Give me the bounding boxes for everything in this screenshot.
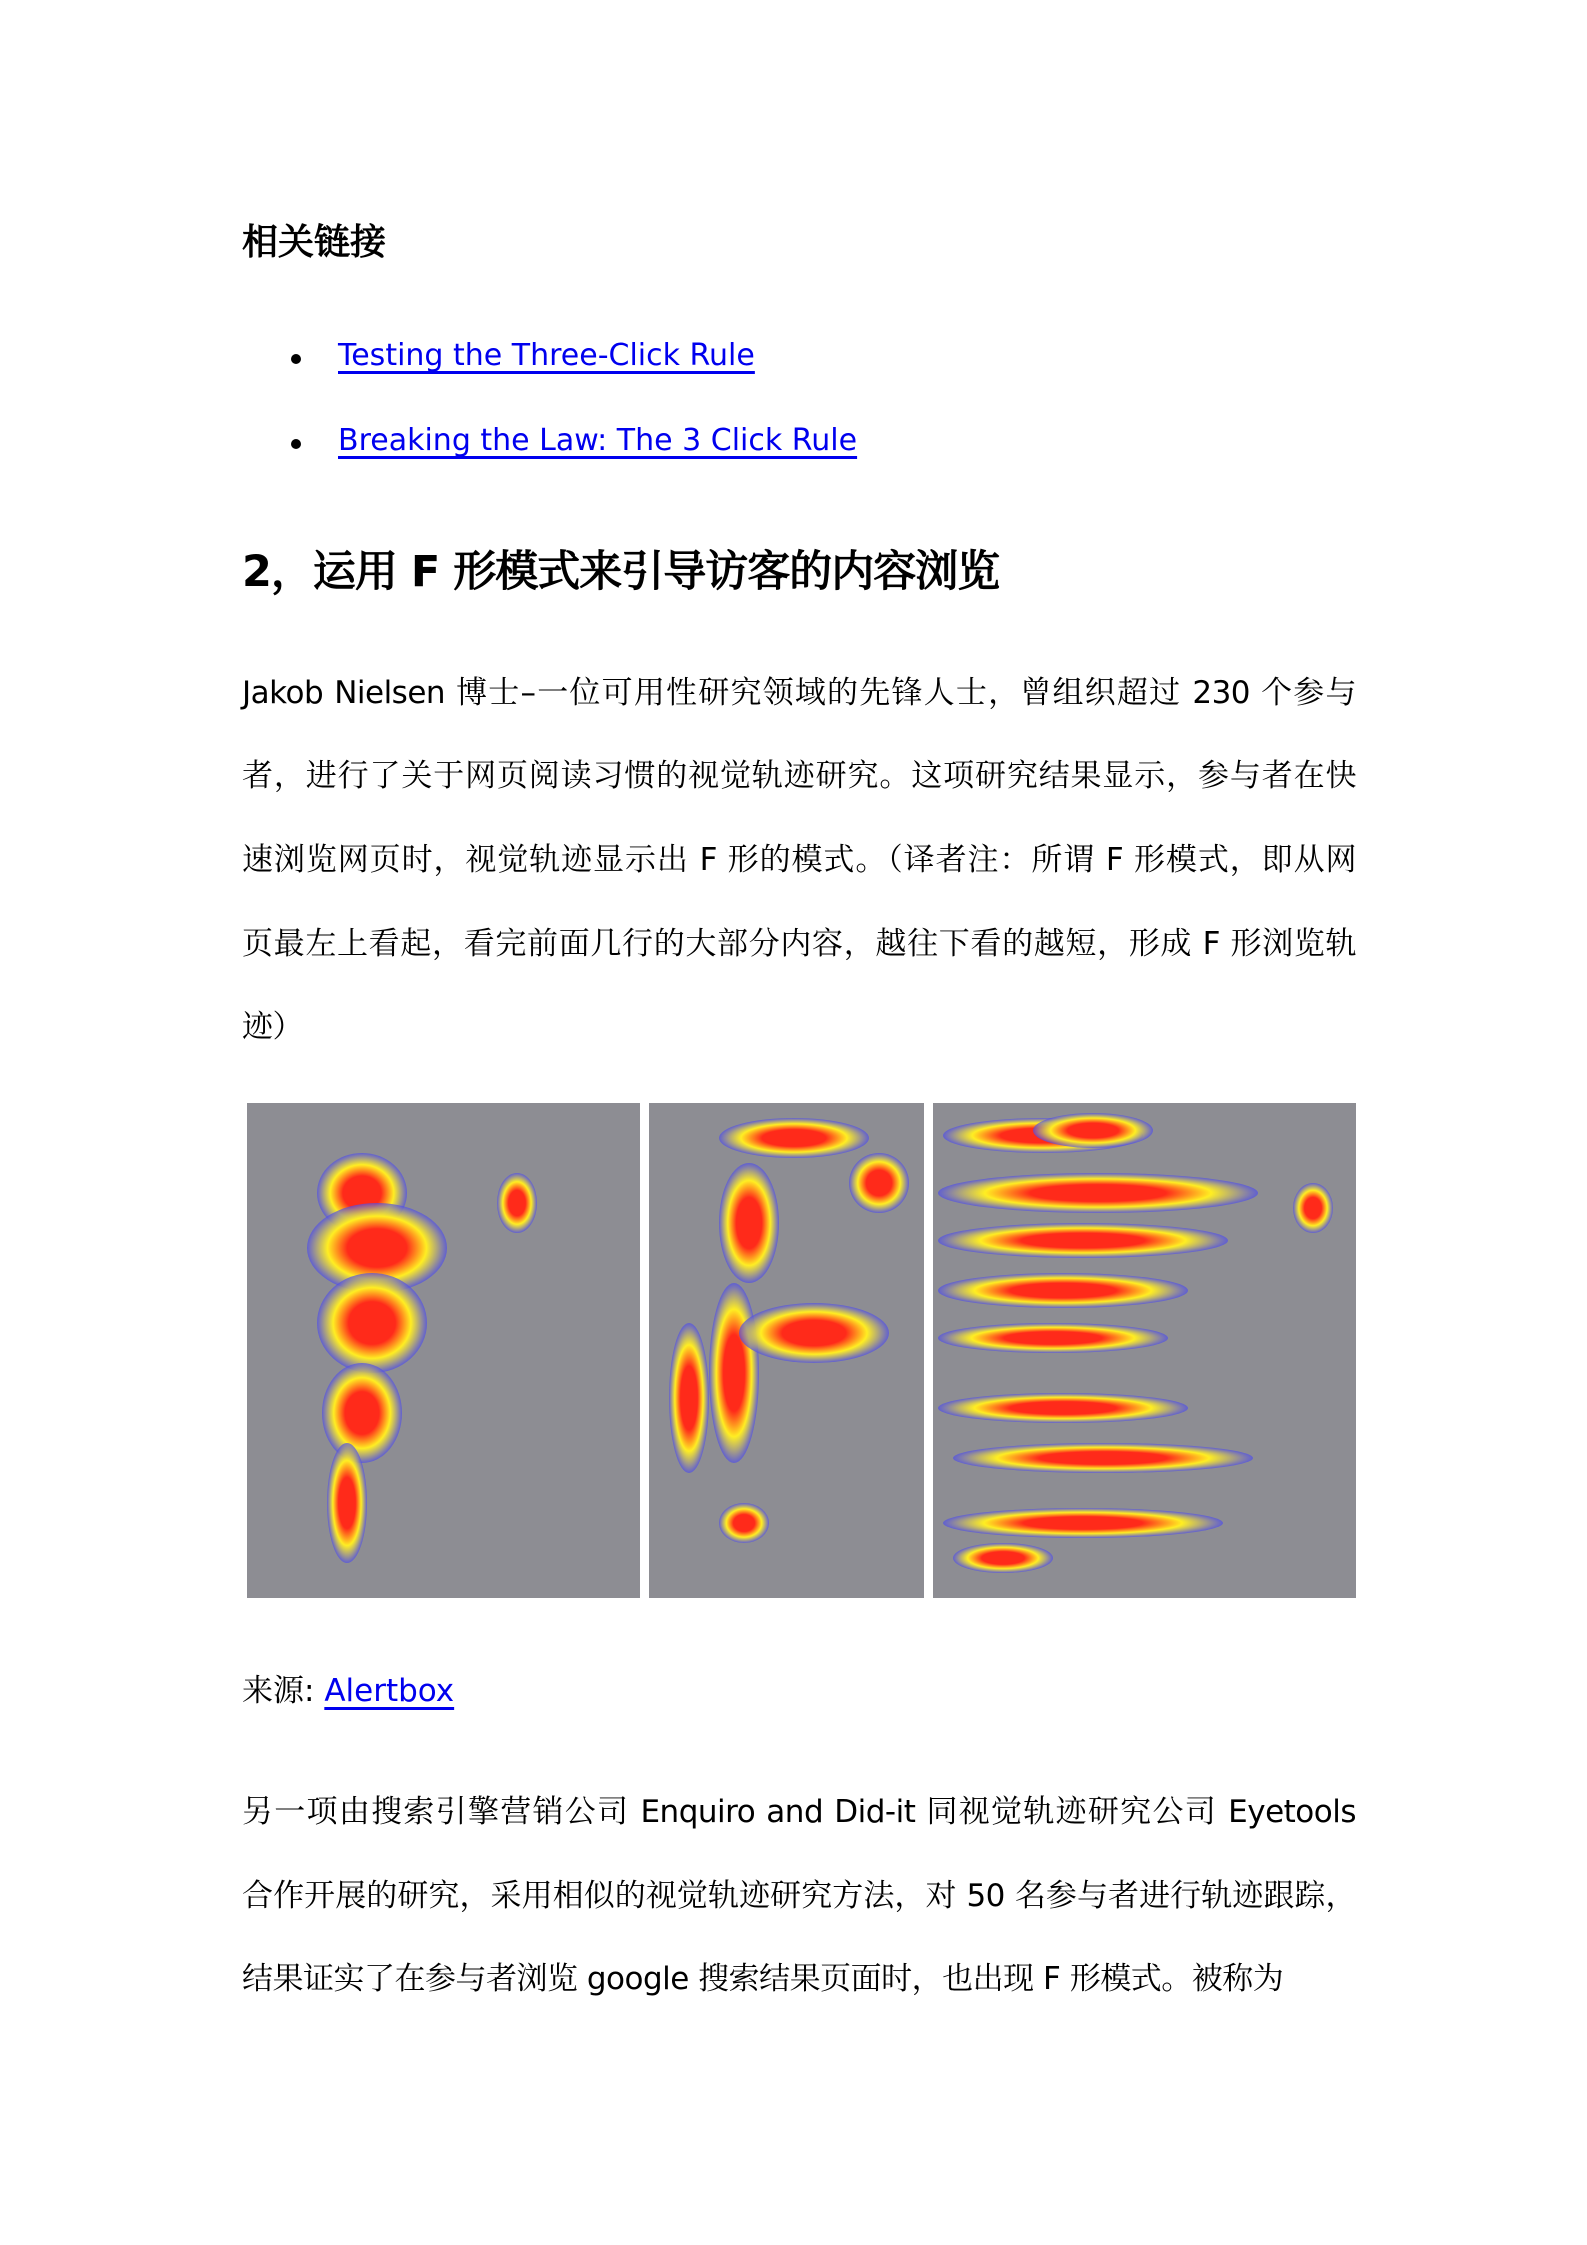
heat-spot [849, 1153, 909, 1213]
paragraph-line: 者，进行了关于网页阅读习惯的视觉轨迹研究。这项研究结果显示，参与者在快 [242, 758, 1356, 794]
section-heading: 2，运用 F 形模式来引导访客的内容浏览 [242, 547, 1000, 597]
paragraph-line: 速浏览网页时，视觉轨迹显示出 F 形的模式。（译者注：所谓 F 形模式，即从网 [242, 842, 1356, 878]
paragraph-line: 结果证实了在参与者浏览 google 搜索结果页面时，也出现 F 形模式。被称为 [242, 1961, 1284, 1997]
source-label: 来源: [242, 1673, 325, 1709]
heat-spot [938, 1223, 1228, 1258]
bullet [291, 439, 301, 449]
heat-spot [709, 1283, 759, 1463]
paragraph-line: Jakob Nielsen 博士–一位可用性研究领域的先锋人士，曾组织超过 230 个参与 [242, 675, 1356, 711]
paragraph-line: 另一项由搜索引擎营销公司 Enquiro and Did-it 同视觉轨迹研究公司 Eyetools [242, 1794, 1356, 1830]
source-line [242, 1665, 454, 1710]
paragraph-line: 页最左上看起，看完前面几行的大部分内容，越往下看的越短，形成 F 形浏览轨 [242, 926, 1356, 962]
heat-spot [322, 1363, 402, 1463]
heat-spot [719, 1503, 769, 1543]
heat-spot [317, 1273, 427, 1373]
paragraph-line: 迹） [242, 1009, 303, 1045]
paragraph-line: 合作开展的研究，采用相似的视觉轨迹研究方法，对 50 名参与者进行轨迹跟踪， [242, 1878, 1356, 1914]
related-links-heading: 相关链接 [242, 222, 387, 263]
heat-spot [327, 1443, 367, 1563]
heat-spot [497, 1173, 537, 1233]
alertbox-link[interactable]: Alertbox [324, 1673, 455, 1709]
link-testing-three-click-rule[interactable]: Testing the Three-Click Rule [338, 338, 755, 373]
heat-spot [943, 1508, 1223, 1538]
heat-spot [1033, 1113, 1153, 1148]
heat-spot [739, 1303, 889, 1363]
link-breaking-the-law[interactable]: Breaking the Law: The 3 Click Rule [338, 423, 858, 458]
heat-spot [938, 1173, 1258, 1213]
heat-spot [669, 1323, 709, 1473]
bullet [291, 354, 301, 364]
heatmap-panel-3 [933, 1103, 1356, 1598]
eye-tracking-heatmap-image [247, 1103, 1356, 1598]
heat-spot [953, 1443, 1253, 1473]
heat-spot [719, 1163, 779, 1283]
heatmap-panel-2 [649, 1103, 924, 1598]
heat-spot [938, 1323, 1168, 1353]
heat-spot [953, 1543, 1053, 1573]
heat-spot [719, 1118, 869, 1158]
heat-spot [938, 1273, 1188, 1308]
heat-spot [938, 1393, 1188, 1423]
heatmap-panel-1 [247, 1103, 640, 1598]
heat-spot [1293, 1183, 1333, 1233]
